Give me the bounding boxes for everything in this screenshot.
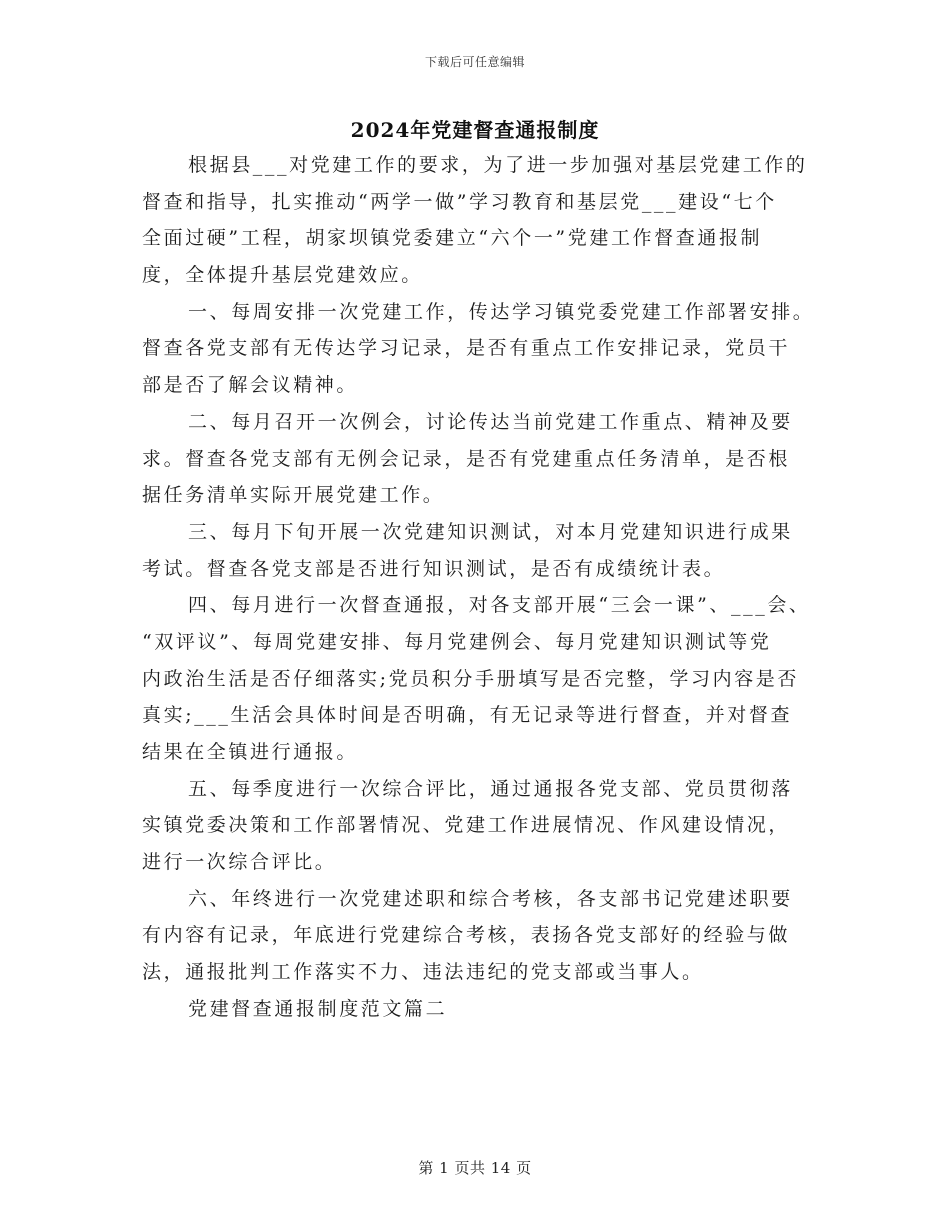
body-line-17: 结果在全镇进行通报。: [142, 741, 359, 763]
page-number: 第 1 页共 14 页: [418, 1159, 532, 1177]
body-line-16: 真实;___生活会具体时间是否明确，有无记录等进行督查，并对督查: [142, 704, 793, 727]
body-line-5: 一、每周安排一次党建工作，传达学习镇党委党建工作部署安排。: [188, 300, 815, 323]
body-line-8: 二、每月召开一次例会，讨论传达当前党建工作重点、精神及要: [188, 410, 793, 433]
body-line-2: 督查和指导，扎实推动“两学一做”学习教育和基层党___建设“七个: [142, 190, 777, 213]
body-line-10: 据任务清单实际开展党建工作。: [142, 484, 445, 507]
body-line-3: 全面过硬”工程，胡家坝镇党委建立“六个一”党建工作督查通报制: [142, 227, 763, 250]
body-line-11: 三、每月下旬开展一次党建知识测试，对本月党建知识进行成果: [188, 520, 793, 543]
body-line-12: 考试。督查各党支部是否进行知识测试，是否有成绩统计表。: [142, 557, 726, 580]
body-line-14: “双评议”、每周党建安排、每月党建例会、每月党建知识测试等党: [142, 630, 772, 653]
body-line-7: 部是否了解会议精神。: [142, 374, 359, 397]
document-body: [142, 147, 822, 1028]
body-line-19: 实镇党委决策和工作部署情况、党建工作进展情况、作风建设情况，: [142, 814, 791, 837]
body-line-18: 五、每季度进行一次综合评比，通过通报各党支部、党员贯彻落: [188, 777, 793, 800]
body-line-15: 内政治生活是否仔细落实;党员积分手册填写是否完整，学习内容是否: [142, 667, 800, 690]
body-line-13: 四、每月进行一次督查通报，对各支部开展“三会一课”、___会、: [188, 594, 811, 617]
body-line-22: 有内容有记录，年底进行党建综合考核，表扬各党支部好的经验与做: [142, 924, 791, 947]
section-heading-part-two: 党建督查通报制度范文篇二: [188, 997, 448, 1020]
page-header-note: 下载后可任意编辑: [424, 55, 525, 69]
body-line-23: 法，通报批判工作落实不力、违法违纪的党支部或当事人。: [142, 961, 704, 984]
body-line-21: 六、年终进行一次党建述职和综合考核，各支部书记党建述职要: [188, 887, 793, 910]
body-line-20: 进行一次综合评比。: [142, 851, 337, 874]
body-line-9: 求。督查各党支部有无例会记录，是否有党建重点任务清单，是否根: [142, 447, 791, 470]
body-line-6: 督查各党支部有无传达学习记录，是否有重点工作安排记录，党员干: [142, 337, 791, 360]
body-line-1: 根据县___对党建工作的要求，为了进一步加强对基层党建工作的: [188, 154, 808, 176]
document-title: 2024年党建督查通报制度: [350, 118, 600, 142]
body-line-4: 度，全体提升基层党建效应。: [142, 264, 423, 287]
